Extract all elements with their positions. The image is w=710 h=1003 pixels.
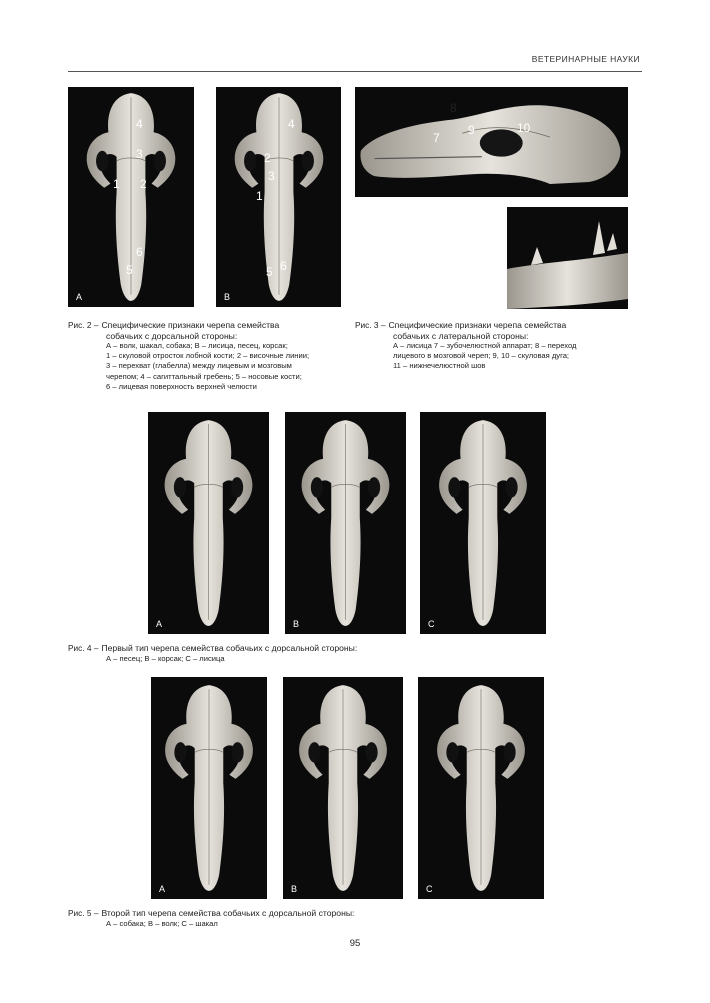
figure5-label-b: B bbox=[291, 884, 298, 894]
marker-8: 8 bbox=[450, 101, 457, 115]
skull-dorsal-image bbox=[285, 412, 406, 634]
figure2-photo-a bbox=[68, 87, 194, 307]
skull-dorsal-image bbox=[420, 412, 546, 634]
marker-4: 4 bbox=[288, 117, 295, 131]
figure5-caption-title: Второй тип черепа семейства собачьих с дорсальной стороны: bbox=[101, 908, 355, 918]
figure4-photo-c bbox=[420, 412, 546, 634]
page-number: 95 bbox=[349, 938, 361, 949]
figure2-label-a: A bbox=[76, 292, 83, 302]
figure2-caption-line: 3 – перехват (глабелла) между лицевым и мозговым bbox=[106, 361, 292, 371]
figure4-photo-b bbox=[285, 412, 406, 634]
figure2-caption-line: черепом; 4 – сагиттальный гребень; 5 – носовые кости; bbox=[106, 371, 302, 381]
marker-6: 6 bbox=[280, 259, 287, 273]
marker-4: 4 bbox=[136, 117, 143, 131]
marker-7: 7 bbox=[433, 131, 440, 145]
figure5-photo-b bbox=[283, 677, 403, 899]
skull-dorsal-image bbox=[283, 677, 403, 899]
marker-3: 3 bbox=[268, 169, 275, 183]
figure5-caption-prefix: Рис. 5 – bbox=[68, 908, 99, 918]
figure3-caption-line: 11 – нижнечелюстной шов bbox=[393, 361, 486, 371]
figure3-caption-title-2: собачьих с латеральной стороны: bbox=[393, 330, 529, 341]
figure5-label-c: C bbox=[426, 884, 433, 894]
figure3-caption-line: лицевого в мозговой череп; 9, 10 – скуловая дуга; bbox=[393, 351, 570, 361]
figure4-caption-title: Первый тип черепа семейства собачьих с дорсальной стороны: bbox=[101, 643, 358, 653]
figure2-photo-b bbox=[216, 87, 341, 307]
figure2-caption bbox=[68, 320, 342, 392]
figure3-caption-prefix: Рис. 3 – bbox=[355, 320, 386, 330]
skull-lateral-image bbox=[355, 87, 628, 197]
figure2-caption-title-2: собачьих с дорсальной стороны: bbox=[106, 330, 238, 341]
figure2-label-b: B bbox=[224, 292, 231, 302]
marker-2: 2 bbox=[264, 151, 271, 165]
figure4-label-b: B bbox=[293, 619, 300, 629]
marker-5: 5 bbox=[266, 265, 273, 279]
journal-section-title: ВЕТЕРИНАРНЫЕ НАУКИ bbox=[531, 54, 640, 64]
figure2-caption-title: Специфические признаки черепа семейства bbox=[101, 320, 280, 330]
marker-9: 9 bbox=[468, 123, 475, 137]
marker-3: 3 bbox=[136, 147, 143, 161]
marker-1: 1 bbox=[113, 177, 120, 191]
figure5-label-a: A bbox=[159, 884, 166, 894]
figure2-caption-line: А – волк, шакал, собака; В – лисица, песец, корсак; bbox=[106, 340, 288, 350]
header-rule bbox=[68, 71, 642, 72]
figure4-photo-a bbox=[148, 412, 269, 634]
figure3-caption-line: А – лисица 7 – зубочелюстной аппарат; 8 – переход bbox=[393, 340, 577, 350]
figure2-caption-line: 1 – скуловой отросток лобной кости; 2 – височные линии; bbox=[106, 351, 310, 361]
jaw-image bbox=[507, 207, 628, 309]
figure4-label-c: C bbox=[428, 619, 435, 629]
figure5-caption-line: А – собака; В – волк; С – шакал bbox=[106, 918, 218, 928]
figure3-photo-jaw-inset bbox=[507, 207, 628, 309]
figure4-label-a: A bbox=[156, 619, 163, 629]
figure3-caption-title: Специфические признаки черепа семейства bbox=[388, 320, 567, 330]
figure4-caption bbox=[68, 643, 488, 664]
skull-dorsal-image bbox=[151, 677, 267, 899]
figure2-caption-line: 6 – лицевая поверхность верхней челюсти bbox=[106, 381, 257, 391]
marker-6: 6 bbox=[136, 245, 143, 259]
skull-dorsal-image bbox=[418, 677, 544, 899]
figure2-caption-prefix: Рис. 2 – bbox=[68, 320, 99, 330]
figure4-caption-line: А – песец; В – корсак; С – лисица bbox=[106, 653, 225, 663]
skull-dorsal-image bbox=[148, 412, 269, 634]
marker-1: 1 bbox=[256, 189, 263, 203]
figure3-photo-lateral bbox=[355, 87, 628, 197]
figure4-caption-prefix: Рис. 4 – bbox=[68, 643, 99, 653]
skull-dorsal-image bbox=[216, 87, 341, 307]
figure5-caption bbox=[68, 908, 488, 929]
marker-10: 10 bbox=[517, 121, 531, 135]
marker-5: 5 bbox=[126, 263, 133, 277]
figure3-caption bbox=[355, 320, 630, 372]
figure5-photo-a bbox=[151, 677, 267, 899]
marker-2: 2 bbox=[140, 177, 147, 191]
figure5-photo-c bbox=[418, 677, 544, 899]
